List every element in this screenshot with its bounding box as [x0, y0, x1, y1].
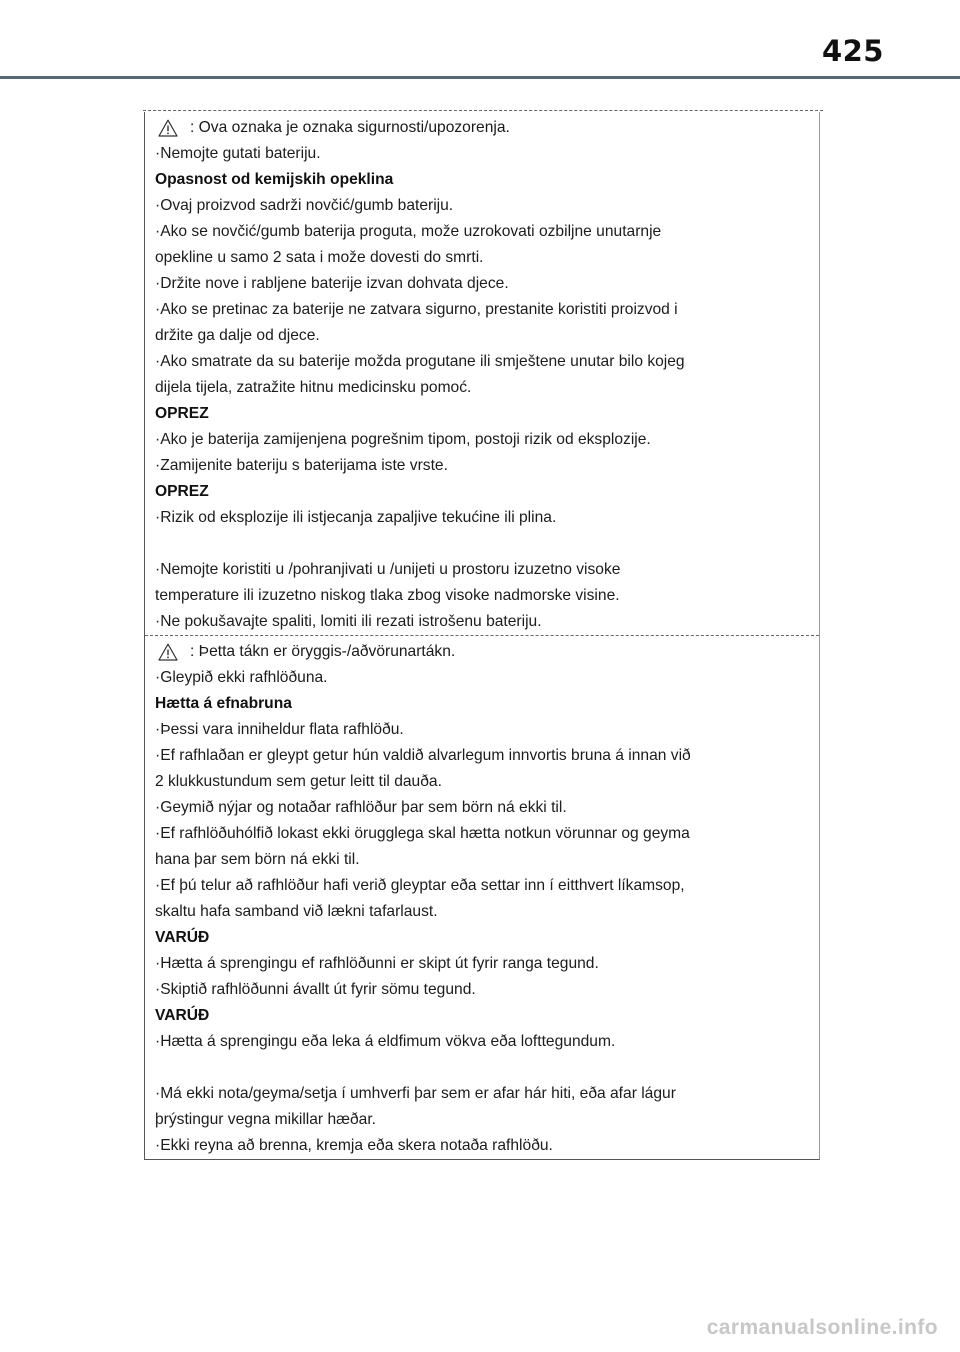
text-line: ·Ef þú telur að rafhlöður hafi verið gleyptar eða settar inn í eitthvert líkamsop,	[155, 877, 685, 894]
battery-safety-notice	[144, 112, 820, 1160]
text-line: dijela tijela, zatražite hitnu medicinsku pomoć.	[155, 379, 472, 396]
warning-symbol-text: : Ova oznaka je oznaka sigurnosti/upozorenja.	[190, 119, 510, 136]
text-line: skaltu hafa samband við lækni tafarlaust.	[155, 903, 438, 920]
text-line: 2 klukkustundum sem getur leitt til dauða.	[155, 773, 442, 790]
text-line: ·Má ekki nota/geyma/setja í umhverfi þar sem er afar hár hiti, eða afar lágur	[155, 1085, 676, 1102]
text-line: opekline u samo 2 sata i može dovesti do smrti.	[155, 249, 484, 266]
text-line: ·Ef rafhlaðan er gleypt getur hún valdið alvarlegum innvortis bruna á innan við	[155, 747, 691, 764]
section-heading: VARÚÐ	[155, 929, 210, 946]
text-line: ·Ako se novčić/gumb baterija proguta, može uzrokovati ozbiljne unutarnje	[155, 223, 662, 240]
text-line: ·Ne pokušavajte spaliti, lomiti ili rezati istrošenu bateriju.	[155, 613, 542, 630]
section-croatian	[145, 112, 819, 635]
watermark: carmanualsonline.info	[706, 1316, 938, 1339]
warning-symbol-text: : Þetta tákn er öryggis-/aðvörunartákn.	[190, 643, 456, 660]
section-heading: VARÚÐ	[155, 1007, 210, 1024]
text-line: temperature ili izuzetno niskog tlaka zbog visoke nadmorske visine.	[155, 587, 620, 604]
text-line: držite ga dalje od djece.	[155, 327, 320, 344]
text-line: ·Rizik od eksplozije ili istjecanja zapaljive tekućine ili plina.	[155, 509, 557, 526]
section-lines	[155, 141, 809, 635]
text-line: ·Nemojte koristiti u /pohranjivati u /unijeti u prostoru izuzetno visoke	[155, 561, 621, 578]
section-heading: OPREZ	[155, 483, 209, 500]
text-line: ·Ako je baterija zamijenjena pogrešnim tipom, postoji rizik od eksplozije.	[155, 431, 651, 448]
text-line: ·Þessi vara inniheldur flata rafhlöðu.	[155, 721, 404, 738]
blank-line	[155, 531, 809, 557]
header-rule	[0, 76, 960, 79]
section-lines	[155, 665, 809, 1159]
text-line: ·Ovaj proizvod sadrži novčić/gumb bateriju.	[155, 197, 454, 214]
warning-symbol-row	[155, 115, 809, 141]
text-line: ·Ekki reyna að brenna, kremja eða skera notaða rafhlöðu.	[155, 1137, 553, 1154]
text-line: ·Hætta á sprengingu eða leka á eldfimum vökva eða lofttegundum.	[155, 1033, 616, 1050]
text-line: ·Nemojte gutati bateriju.	[155, 145, 321, 162]
section-icelandic	[145, 635, 819, 1159]
warning-triangle-icon	[158, 119, 178, 137]
text-line: ·Skiptið rafhlöðunni ávallt út fyrir sömu tegund.	[155, 981, 476, 998]
text-line: ·Hætta á sprengingu ef rafhlöðunni er skipt út fyrir ranga tegund.	[155, 955, 599, 972]
section-heading: OPREZ	[155, 405, 209, 422]
text-line: hana þar sem börn ná ekki til.	[155, 851, 360, 868]
section-heading: Opasnost od kemijskih opeklina	[155, 171, 394, 188]
text-line: ·Gleypið ekki rafhlöðuna.	[155, 669, 328, 686]
text-line: ·Ako smatrate da su baterije možda progutane ili smještene unutar bilo kojeg	[155, 353, 685, 370]
text-line: ·Geymið nýjar og notaðar rafhlöður þar sem börn ná ekki til.	[155, 799, 567, 816]
text-line: ·Ako se pretinac za baterije ne zatvara sigurno, prestanite koristiti proizvod i	[155, 301, 678, 318]
text-line: ·Držite nove i rabljene baterije izvan dohvata djece.	[155, 275, 509, 292]
blank-line	[155, 1055, 809, 1081]
page-number: 425	[821, 34, 884, 68]
warning-symbol-row	[155, 639, 809, 665]
text-line: þrýstingur vegna mikillar hæðar.	[155, 1111, 377, 1128]
warning-triangle-icon	[158, 643, 178, 661]
text-line: ·Zamijenite bateriju s baterijama iste vrste.	[155, 457, 448, 474]
text-line: ·Ef rafhlöðuhólfið lokast ekki örugglega skal hætta notkun vörunnar og geyma	[155, 825, 690, 842]
section-heading: Hætta á efnabruna	[155, 695, 292, 712]
page-header	[0, 0, 960, 80]
